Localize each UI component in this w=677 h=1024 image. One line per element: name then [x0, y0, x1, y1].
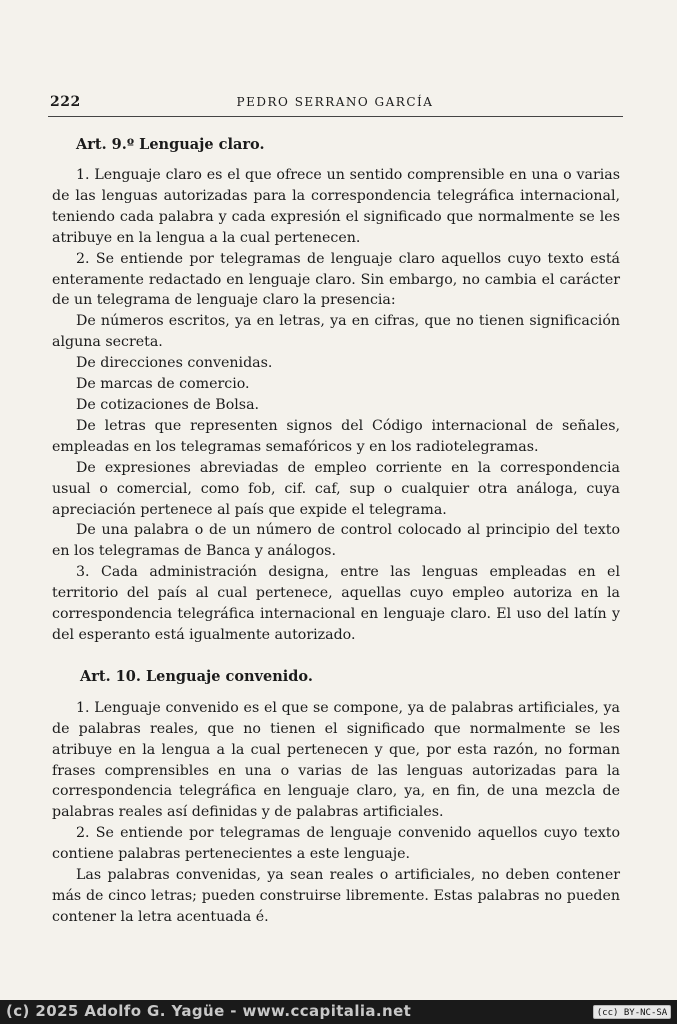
copyright-text: (c) 2025 Adolfo G. Yagüe - www.ccapitalia.net	[6, 1002, 412, 1020]
cc-license-badge: (cc) BY-NC-SA	[593, 1005, 671, 1019]
paragraph: 2. Se entiende por telegramas de lenguaje convenido aquellos cuyo texto contiene palabras pertenecientes a este lenguaje.	[52, 825, 620, 863]
paragraph: 1. Lenguaje convenido es el que se compone, ya de palabras artificiales, ya de palabras reales, que no tienen el significado que normalmente se les atribuye en la lengua a la cual pertenecen y que, por esta razón, no forman frases comprensibles en una o varias de las lenguas autorizadas para la correspondencia telegráfica en lenguaje claro, ya, en fin, de una mezcla de palabras reales así definidas y de palabras artificiales.	[52, 699, 620, 821]
list-item: De direcciones convenidas.	[76, 355, 273, 372]
page-header	[50, 94, 620, 116]
page-number: 222	[50, 94, 81, 110]
paragraph: Las palabras convenidas, ya sean reales o artificiales, no deben contener más de cinco letras; pueden construirse libremente. Estas palabras no pueden contener la letra acentuada é.	[52, 867, 620, 925]
paragraph: 3. Cada administración designa, entre las lenguas empleadas en el territorio del país al cual pertenece, aquellas cuyo empleo autoriza en la correspondencia telegráfica internacional en lenguaje claro. El uso del latín y del esperanto está igualmente autorizado.	[52, 564, 620, 643]
body-text	[52, 135, 620, 928]
list-item: De marcas de comercio.	[76, 376, 250, 393]
paragraph: 1. Lenguaje claro es el que ofrece un sentido comprensible en una o varias de las lenguas autorizadas para la correspondencia telegráfica internacional, teniendo cada palabra y cada expresión el significado que normalmente se les atribuye en la lengua a la cual pertenecen.	[52, 167, 620, 246]
running-head: PEDRO SERRANO GARCÍA	[236, 95, 434, 109]
article-10-heading: Art. 10. Lenguaje convenido.	[80, 667, 313, 685]
paragraph: 2. Se entiende por telegramas de lenguaje claro aquellos cuyo texto está enteramente redactado en lenguaje claro. Sin embargo, no cambia el carácter de un telegrama de lenguaje claro la presencia:	[52, 250, 620, 309]
list-item: De cotizaciones de Bolsa.	[76, 396, 260, 413]
header-rule	[48, 116, 623, 117]
paragraph: De una palabra o de un número de control colocado al principio del texto en los telegramas de Banca y análogos.	[52, 522, 620, 560]
paragraph: De expresiones abreviadas de empleo corriente en la correspondencia usual o comercial, como fob, cif. caf, sup o cualquier otra análoga, cuya apreciación pertenece al país que expide el telegrama.	[52, 459, 620, 518]
copyright-bar	[0, 1000, 677, 1024]
article-9-heading: Art. 9.º Lenguaje claro.	[76, 136, 265, 153]
paragraph: De letras que representen signos del Código internacional de señales, empleadas en los telegramas semafóricos y en los radiotelegramas.	[52, 417, 620, 455]
paragraph: De números escritos, ya en letras, ya en cifras, que no tienen significación alguna secreta.	[52, 313, 620, 351]
